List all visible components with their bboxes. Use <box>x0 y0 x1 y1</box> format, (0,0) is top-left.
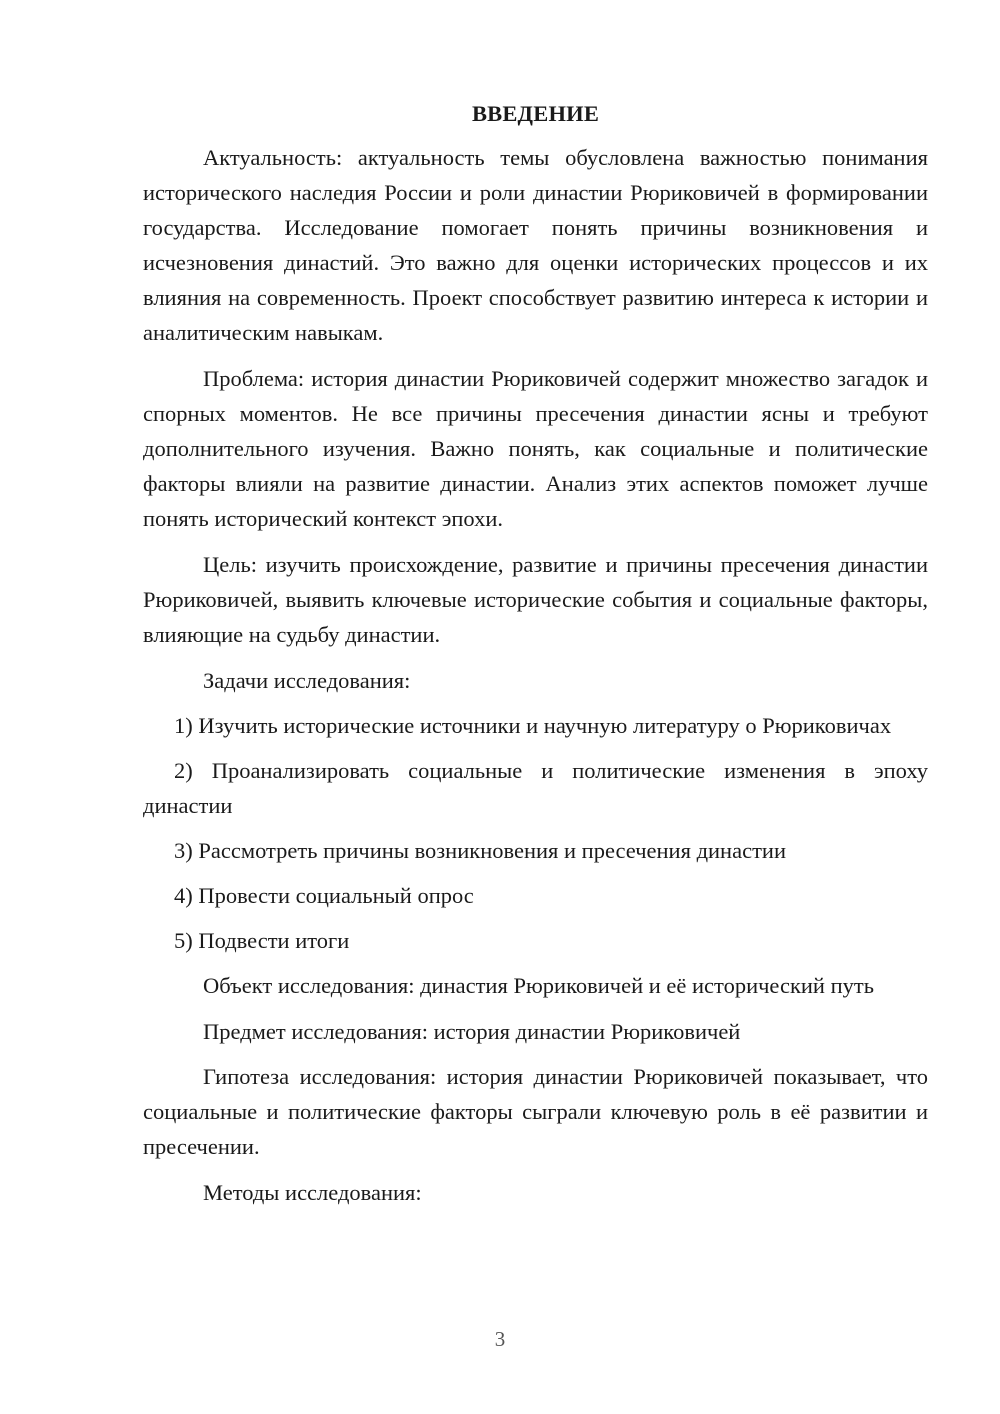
goal-paragraph: Цель: изучить происхождение, развитие и причины пресечения династии Рюриковичей, выявить ключевые исторические события и социальные факторы, влияющие на судьбу династии. <box>143 552 928 647</box>
relevance-paragraph: Актуальность: актуальность темы обусловлена важностью понимания исторического наследия России и роли династии Рюриковичей в формировании государства. Исследование помогает понять причины возникновения и исчезновения династий. Это важно для оценки исторических процессов и их влияния на современность. Проект способствует развитию интереса к истории и аналитическим навыкам. <box>143 145 928 345</box>
page-title: ВВЕДЕНИЕ <box>471 101 600 126</box>
subject-paragraph: Предмет исследования: история династии Рюриковичей <box>203 1019 741 1044</box>
task-item: 1) Изучить исторические источники и научную литературу о Рюриковичах <box>174 713 892 738</box>
page-number: 3 <box>494 1327 506 1351</box>
tasks-list <box>143 708 928 958</box>
task-item: 2) Проанализировать социальные и политические изменения в эпоху династии <box>143 758 928 818</box>
task-item: 3) Рассмотреть причины возникновения и пресечения династии <box>174 838 786 863</box>
methods-heading: Методы исследования: <box>203 1180 422 1205</box>
object-paragraph: Объект исследования: династия Рюриковичей и её исторический путь <box>203 973 874 998</box>
task-item: 5) Подвести итоги <box>174 928 350 953</box>
problem-paragraph: Проблема: история династии Рюриковичей содержит множество загадок и спорных моментов. Не все причины пресечения династии ясны и требуют дополнительного изучения. Важно понять, как социальные и политические факторы влияли на развитие династии. Анализ этих аспектов поможет лучше понять исторический контекст эпохи. <box>143 366 928 531</box>
task-item: 4) Провести социальный опрос <box>174 883 474 908</box>
tasks-heading: Задачи исследования: <box>203 668 411 693</box>
hypothesis-paragraph: Гипотеза исследования: история династии Рюриковичей показывает, что социальные и политические факторы сыграли ключевую роль в её развитии и пресечении. <box>143 1064 928 1159</box>
document-page <box>143 96 928 1220</box>
